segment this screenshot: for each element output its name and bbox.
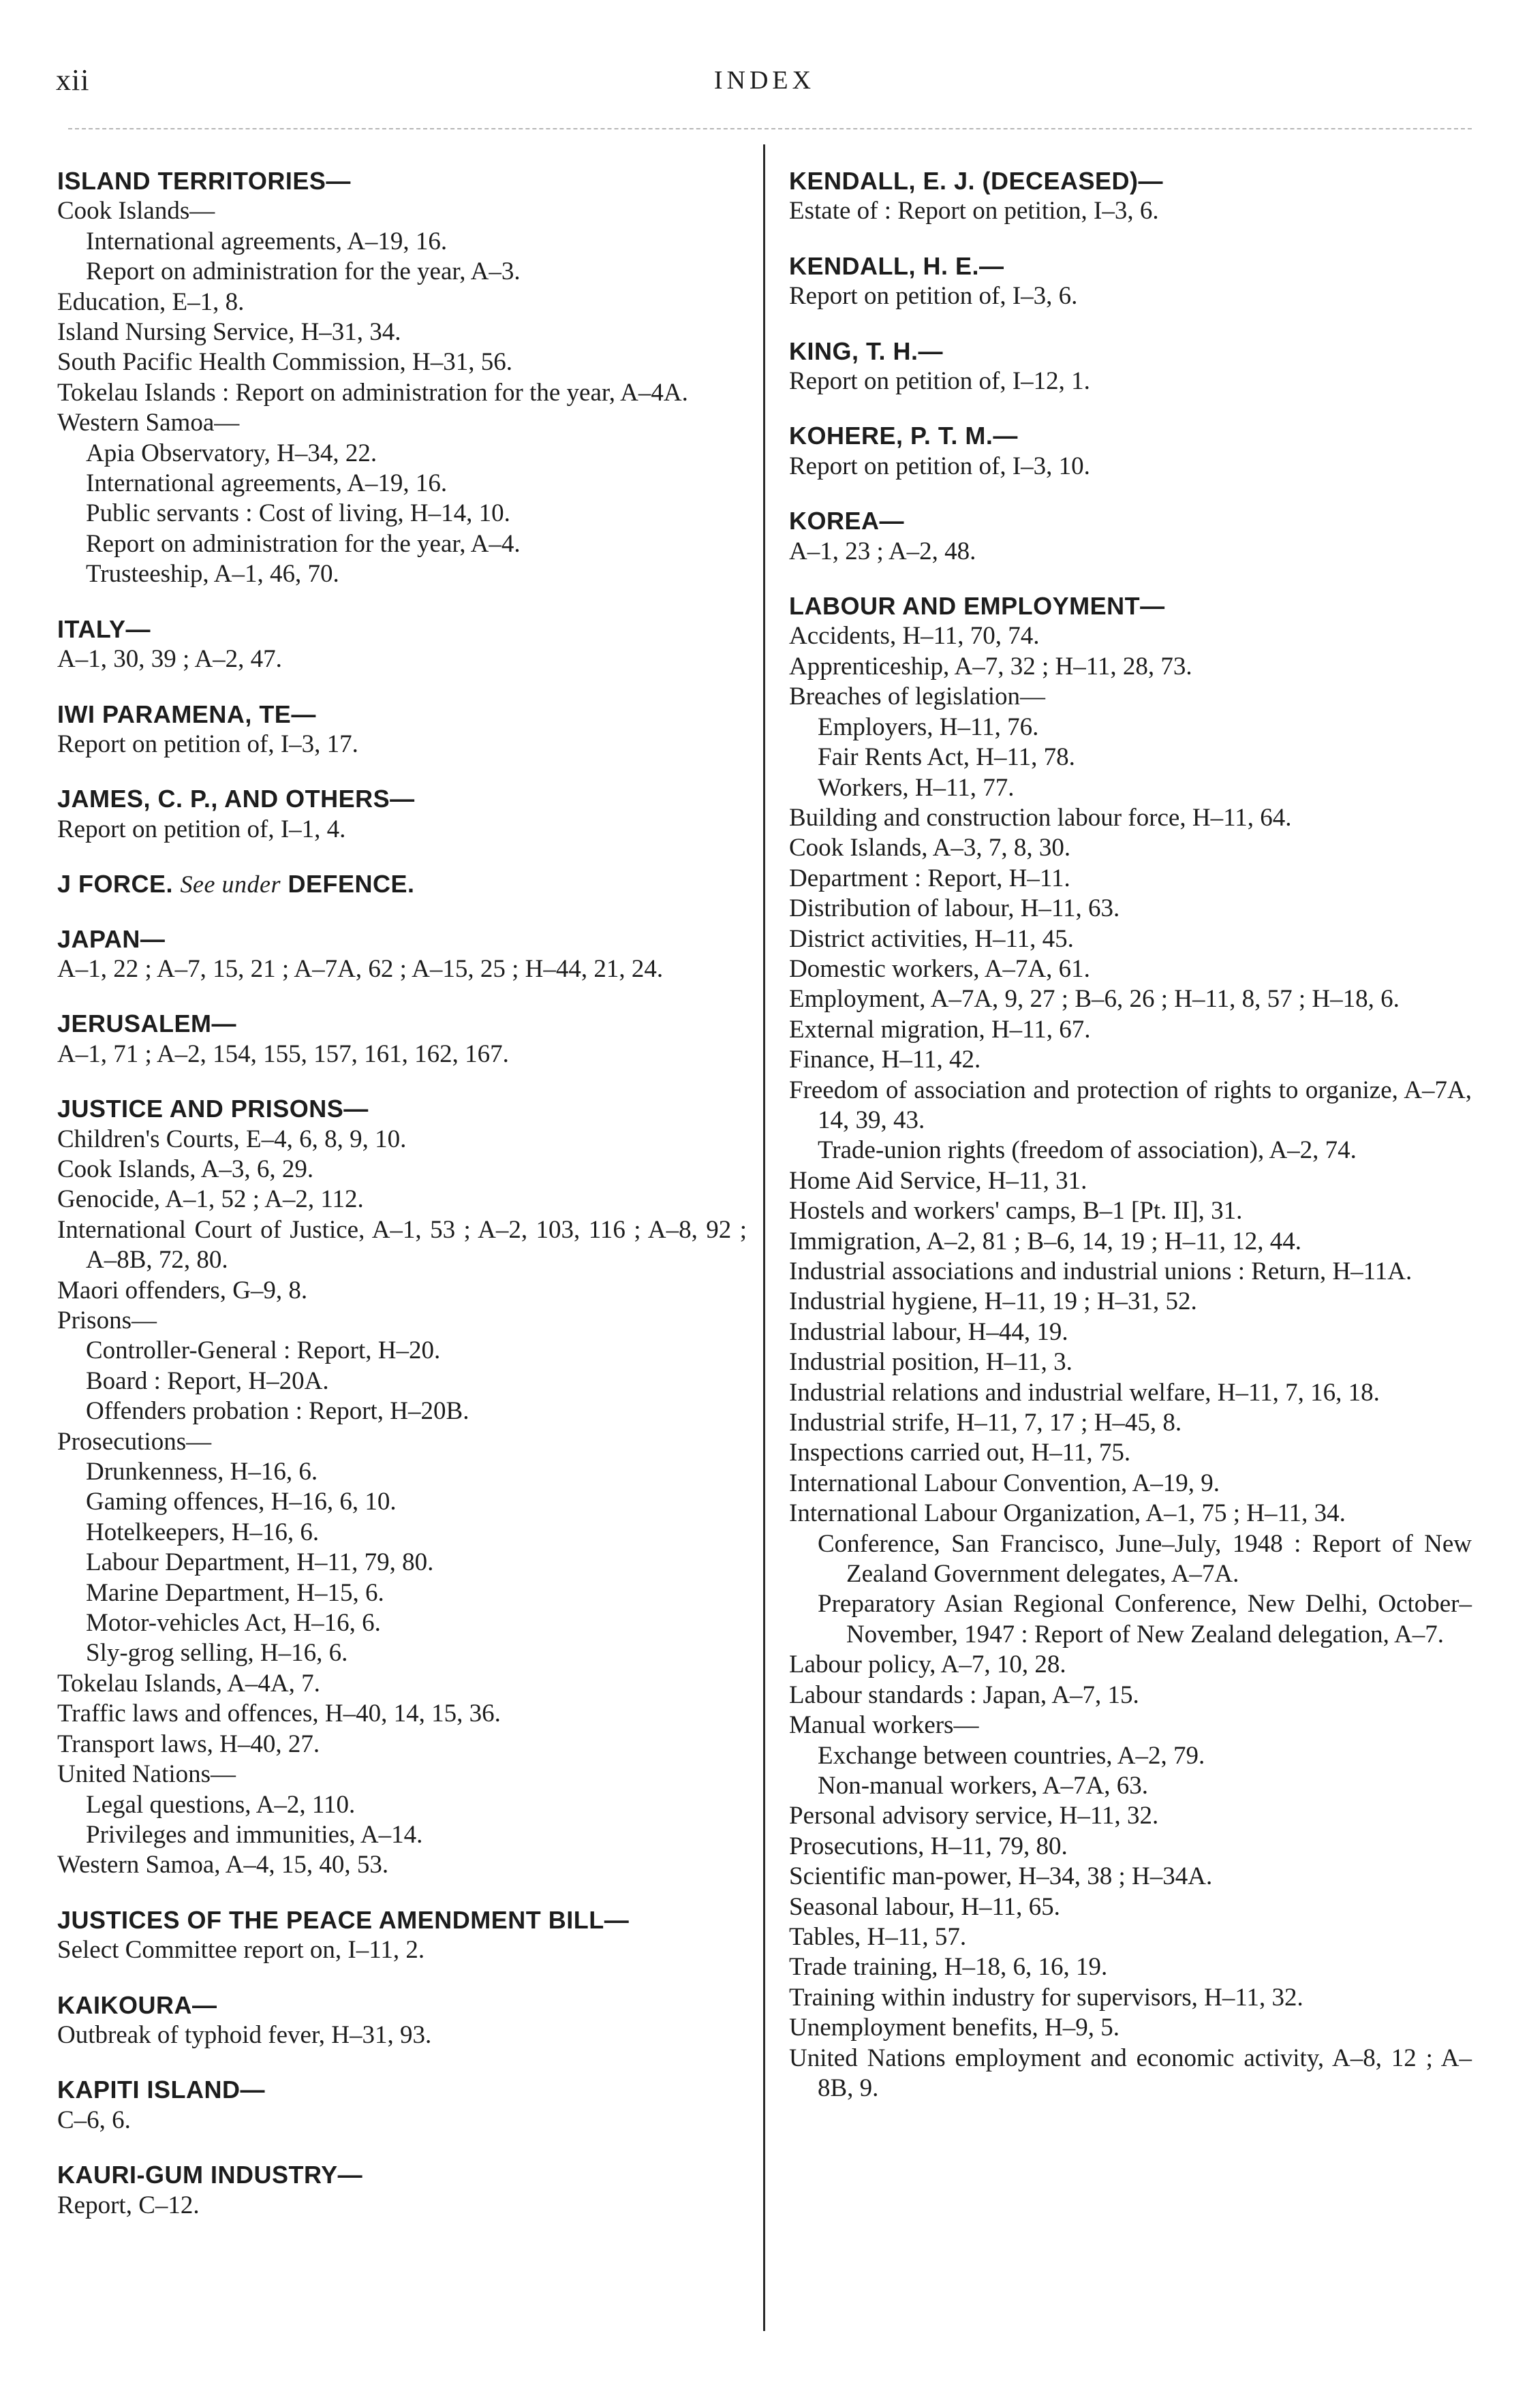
entry-line: Fair Rents Act, H–11, 78. [818, 743, 1075, 772]
entry-line: Labour policy, A–7, 10, 28. [789, 1651, 1066, 1679]
entry-line: Building and construction labour force, H–11, 64. [789, 803, 1292, 832]
entry-line: Prosecutions, H–11, 79, 80. [789, 1832, 1068, 1860]
index-entry [57, 2160, 747, 2221]
entry-line: Drunkenness, H–16, 6. [86, 1458, 318, 1486]
entry-line: Select Committee report on, I–11, 2. [57, 1936, 425, 1965]
entry-line: Distribution of labour, H–11, 63. [789, 894, 1120, 923]
entry-line: South Pacific Health Commission, H–31, 56. [57, 348, 513, 377]
index-entry [57, 614, 747, 675]
entry-line: Cook Islands, A–3, 7, 8, 30. [789, 834, 1071, 862]
entry-line: Accidents, H–11, 70, 74. [789, 622, 1040, 651]
entry-line: Traffic laws and offences, H–40, 14, 15, 36. [57, 1700, 501, 1728]
entry-heading-text: ISLAND TERRITORIES— [57, 167, 351, 195]
entry-line: Scientific man-power, H–34, 38 ; H–34A. [789, 1862, 1213, 1891]
index-entry [789, 421, 1472, 482]
index-entry [57, 869, 747, 899]
entry-line: Industrial strife, H–11, 7, 17 ; H–45, 8. [789, 1409, 1182, 1437]
index-entry [57, 924, 747, 985]
entry-line: Exchange between countries, A–2, 79. [818, 1741, 1205, 1770]
entry-line: Finance, H–11, 42. [789, 1046, 981, 1074]
entry-line: Industrial hygiene, H–11, 19 ; H–31, 52. [789, 1287, 1197, 1316]
entry-heading-text: KAPITI ISLAND— [57, 2076, 266, 2104]
entry-heading [57, 1990, 747, 2020]
index-entry [57, 166, 747, 590]
entry-heading [789, 506, 1472, 536]
entry-heading-text: JAPAN— [57, 924, 166, 953]
entry-line: Sly-grog selling, H–16, 6. [86, 1639, 348, 1668]
entry-line: International agreements, A–19, 16. [86, 469, 448, 498]
see-target: DEFENCE. [288, 870, 415, 898]
entry-heading-text: J FORCE. [57, 870, 174, 898]
entry-line: A–1, 23 ; A–2, 48. [789, 537, 976, 565]
entry-line: Industrial position, H–11, 3. [789, 1348, 1072, 1377]
entry-line: International Labour Organization, A–1, 75 ; H–11, 34. [789, 1499, 1346, 1528]
entry-line: Prosecutions— [57, 1427, 212, 1456]
entry-line: Controller-General : Report, H–20. [86, 1336, 441, 1365]
entry-line: Report on petition of, I–3, 17. [57, 730, 358, 758]
entry-heading [57, 614, 747, 644]
entry-heading [57, 924, 747, 954]
entry-line: Industrial labour, H–44, 19. [789, 1317, 1068, 1346]
entry-line: Training within industry for supervisors, H–11, 32. [789, 1983, 1303, 2012]
entry-line: Industrial associations and industrial unions : Return, H–11A. [789, 1257, 1412, 1285]
entry-line: Report on petition of, I–3, 10. [789, 452, 1090, 480]
entry-line: Privileges and immunities, A–14. [86, 1820, 423, 1849]
entry-heading-text: KOREA— [789, 507, 905, 535]
index-entry [57, 1905, 747, 1966]
entry-line: Prisons— [57, 1307, 157, 1334]
entry-line: Trusteeship, A–1, 46, 70. [86, 560, 339, 589]
entry-line: Trade training, H–18, 6, 16, 19. [789, 1953, 1108, 1982]
entry-line: Report on administration for the year, A–4. [86, 529, 521, 558]
entry-line: Preparatory Asian Regional Conference, New Delhi, October–November, 1947 : Report of New Zealand delegation, A–7. [818, 1590, 1472, 1648]
entry-line: Offenders probation : Report, H–20B. [86, 1397, 469, 1426]
header-rule [68, 128, 1472, 129]
entry-heading-text: IWI PARAMENA, TE— [57, 700, 316, 728]
index-entry [789, 591, 1472, 2104]
entry-line: International Labour Convention, A–19, 9. [789, 1469, 1220, 1497]
entry-line: C–6, 6. [57, 2106, 131, 2134]
entry-line: Board : Report, H–20A. [86, 1366, 329, 1395]
entry-line: Maori offenders, G–9, 8. [57, 1276, 308, 1304]
entry-heading [789, 591, 1472, 621]
entry-heading-text: KING, T. H.— [789, 337, 944, 365]
entry-line: Non-manual workers, A–7A, 63. [818, 1771, 1149, 1800]
entry-line: Marine Department, H–15, 6. [86, 1578, 384, 1607]
entry-heading [789, 251, 1472, 281]
entry-line: Trade-union rights (freedom of association), A–2, 74. [818, 1136, 1357, 1165]
entry-line: District activities, H–11, 45. [789, 924, 1074, 953]
entry-heading [789, 337, 1472, 366]
entry-heading-text: JUSTICES OF THE PEACE AMENDMENT BILL— [57, 1905, 630, 1934]
index-entry [789, 166, 1472, 227]
entry-line: Unemployment benefits, H–9, 5. [789, 2014, 1120, 2042]
left-column [57, 166, 747, 2245]
entry-line: Hostels and workers' camps, B–1 [Pt. II], 31. [789, 1197, 1243, 1225]
entry-line: Children's Courts, E–4, 6, 8, 9, 10. [57, 1125, 407, 1153]
entry-line: Labour standards : Japan, A–7, 15. [789, 1680, 1139, 1709]
page-number: xii [56, 63, 90, 97]
entry-heading [57, 1094, 747, 1124]
column-divider [763, 144, 765, 2331]
entry-line: United Nations employment and economic activity, A–8, 12 ; A–8B, 9. [789, 2044, 1472, 2102]
entry-line: Industrial relations and industrial welfare, H–11, 7, 16, 18. [789, 1378, 1380, 1407]
entry-line: Legal questions, A–2, 110. [86, 1790, 356, 1819]
entry-line: Genocide, A–1, 52 ; A–2, 112. [57, 1185, 364, 1214]
entry-heading-text: LABOUR AND EMPLOYMENT— [789, 592, 1165, 621]
entry-heading-text: JUSTICE AND PRISONS— [57, 1095, 369, 1123]
entry-line: Hotelkeepers, H–16, 6. [86, 1518, 320, 1546]
entry-line: Home Aid Service, H–11, 31. [789, 1166, 1087, 1195]
entry-line: Report on administration for the year, A–3. [86, 257, 521, 286]
entry-line: Tables, H–11, 57. [789, 1922, 967, 1951]
index-entry [789, 337, 1472, 397]
running-head: INDEX [713, 66, 816, 95]
entry-heading [57, 1009, 747, 1039]
index-entry [789, 251, 1472, 312]
see-reference: See under [180, 871, 281, 898]
entry-line: Report on petition of, I–1, 4. [57, 815, 346, 843]
entry-line: Freedom of association and protection of rights to organize, A–7A, 14, 39, 43. [789, 1076, 1472, 1134]
index-entry [57, 2075, 747, 2136]
entry-line: Employment, A–7A, 9, 27 ; B–6, 26 ; H–11, 8, 57 ; H–18, 6. [789, 985, 1400, 1014]
entry-heading [57, 2160, 747, 2190]
entry-line: Public servants : Cost of living, H–14, 10. [86, 499, 510, 528]
index-entry [57, 784, 747, 845]
entry-line: Labour Department, H–11, 79, 80. [86, 1548, 434, 1577]
entry-heading [57, 869, 747, 899]
entry-line: Tokelau Islands, A–4A, 7. [57, 1669, 320, 1698]
entry-heading [57, 166, 747, 196]
entry-line: Personal advisory service, H–11, 32. [789, 1802, 1159, 1830]
entry-line: Department : Report, H–11. [789, 864, 1070, 892]
entry-line: Report on petition of, I–3, 6. [789, 282, 1078, 311]
entry-line: A–1, 30, 39 ; A–2, 47. [57, 645, 282, 674]
entry-heading-text: KENDALL, E. J. (DECEASED)— [789, 167, 1164, 195]
entry-line: Domestic workers, A–7A, 61. [789, 954, 1090, 983]
entry-line: A–1, 22 ; A–7, 15, 21 ; A–7A, 62 ; A–15, 25 ; H–44, 21, 24. [57, 954, 664, 983]
entry-line: Inspections carried out, H–11, 75. [789, 1439, 1131, 1467]
index-entry [57, 700, 747, 760]
entry-line: Motor-vehicles Act, H–16, 6. [86, 1609, 381, 1638]
entry-line: Island Nursing Service, H–31, 34. [57, 318, 401, 347]
entry-line: Conference, San Francisco, June–July, 1948 : Report of New Zealand Government delegates, A–7A. [818, 1529, 1472, 1589]
right-column [789, 166, 1472, 2128]
entry-line: Seasonal labour, H–11, 65. [789, 1892, 1060, 1921]
entry-line: Western Samoa, A–4, 15, 40, 53. [57, 1851, 389, 1879]
entry-heading-text: KAURI-GUM INDUSTRY— [57, 2161, 363, 2189]
entry-heading-text: KOHERE, P. T. M.— [789, 422, 1018, 450]
entry-heading [57, 784, 747, 814]
entry-line: Gaming offences, H–16, 6, 10. [86, 1488, 397, 1516]
index-entry [57, 1990, 747, 2051]
entry-line: Report on petition of, I–12, 1. [789, 367, 1090, 396]
index-entry [57, 1009, 747, 1069]
entry-line: Western Samoa— [57, 409, 240, 437]
entry-line: Estate of : Report on petition, I–3, 6. [789, 197, 1159, 225]
entry-line: Workers, H–11, 77. [818, 773, 1015, 802]
entry-line: Apia Observatory, H–34, 22. [86, 439, 377, 467]
entry-line: External migration, H–11, 67. [789, 1015, 1091, 1044]
entry-line: Breaches of legislation— [789, 683, 1046, 711]
entry-line: International Court of Justice, A–1, 53 ; A–2, 103, 116 ; A–8, 92 ; A–8B, 72, 80. [57, 1215, 747, 1275]
entry-heading [789, 166, 1472, 196]
entry-line: Apprenticeship, A–7, 32 ; H–11, 28, 73. [789, 652, 1192, 681]
entry-line: Immigration, A–2, 81 ; B–6, 14, 19 ; H–11, 12, 44. [789, 1227, 1301, 1255]
entry-line: Cook Islands, A–3, 6, 29. [57, 1155, 314, 1183]
entry-line: United Nations— [57, 1760, 236, 1789]
entry-heading [789, 421, 1472, 451]
entry-heading [57, 1905, 747, 1935]
entry-heading-text: KENDALL, H. E.— [789, 251, 1004, 280]
entry-line: Transport laws, H–40, 27. [57, 1730, 320, 1758]
entry-heading-text: JAMES, C. P., AND OTHERS— [57, 785, 415, 813]
entry-line: Outbreak of typhoid fever, H–31, 93. [57, 2020, 432, 2049]
entry-heading [57, 700, 747, 730]
entry-heading [57, 2075, 747, 2105]
entry-heading-text: ITALY— [57, 614, 151, 643]
entry-line: A–1, 71 ; A–2, 154, 155, 157, 161, 162, 167. [57, 1039, 509, 1068]
index-entry [57, 1094, 747, 1881]
index-entry [789, 506, 1472, 567]
entry-line: Employers, H–11, 76. [818, 713, 1039, 741]
entry-line: Manual workers— [789, 1711, 979, 1740]
entry-heading-text: KAIKOURA— [57, 1990, 217, 2019]
entry-line: Cook Islands— [57, 197, 215, 225]
entry-line: Tokelau Islands : Report on administration for the year, A–4A. [57, 378, 688, 407]
entry-heading-text: JERUSALEM— [57, 1010, 237, 1038]
entry-line: Report, C–12. [57, 2191, 200, 2219]
entry-line: International agreements, A–19, 16. [86, 227, 448, 255]
entry-line: Education, E–1, 8. [57, 287, 245, 316]
